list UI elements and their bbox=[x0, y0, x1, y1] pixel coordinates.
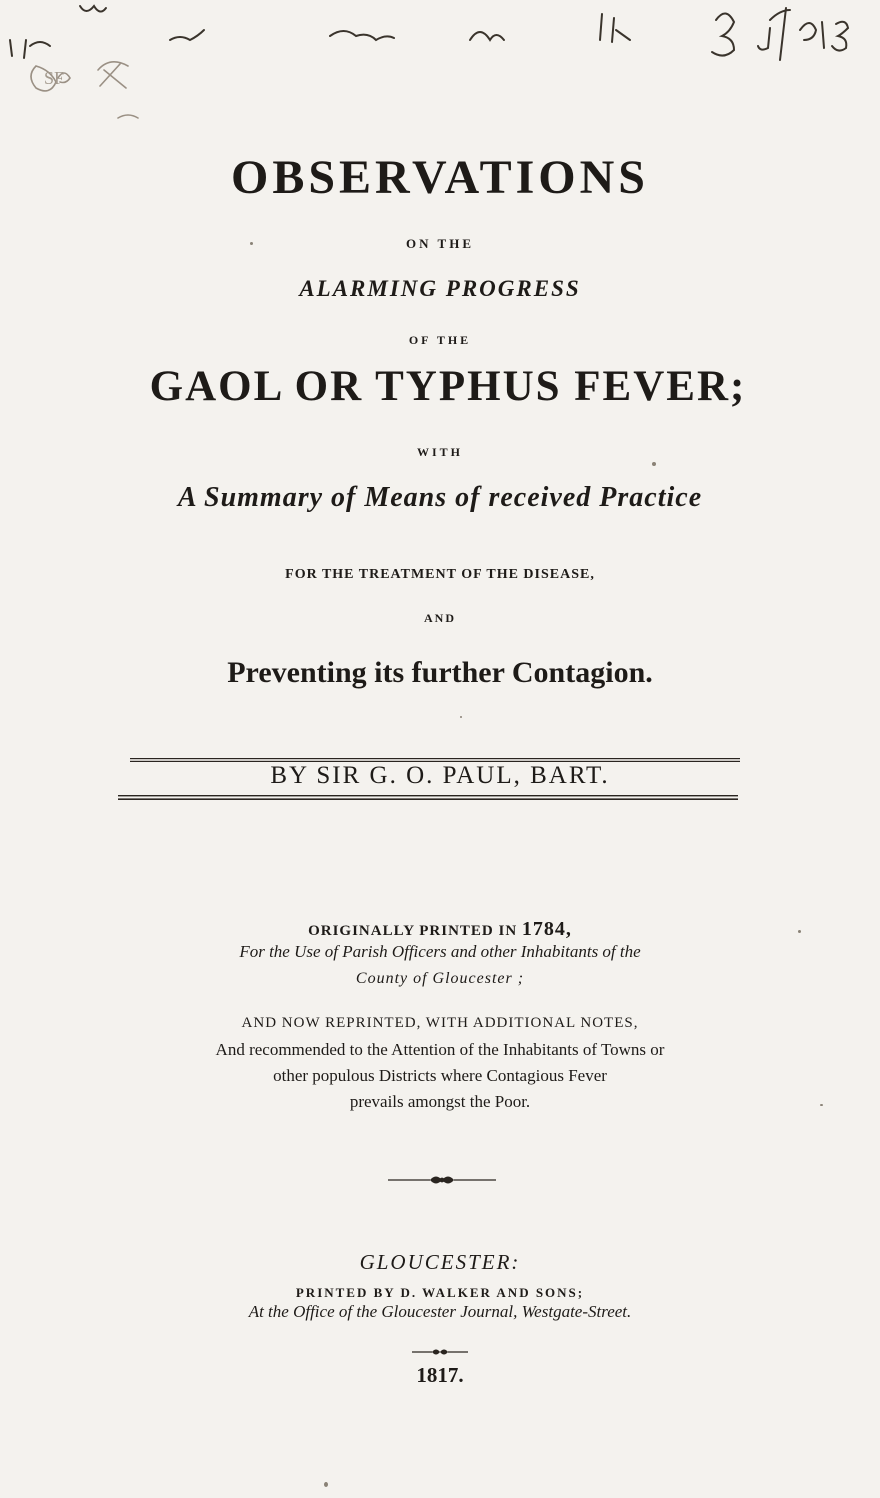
title-with: WITH bbox=[416, 445, 463, 459]
populous-districts-line: other populous Districts where Contagious Fever bbox=[273, 1066, 607, 1085]
title-observations: OBSERVATIONS bbox=[230, 151, 649, 204]
originally-printed-line bbox=[0, 918, 880, 941]
title-treatment: FOR THE TREATMENT OF THE DISEASE, bbox=[285, 567, 595, 582]
county-line: County of Gloucester ; bbox=[355, 970, 525, 987]
handwriting-scribbles bbox=[0, 0, 880, 130]
recommended-line: And recommended to the Attention of the Inhabitants of Towns or bbox=[215, 1040, 665, 1059]
author-line: BY SIR G. O. PAUL, BART. bbox=[270, 762, 610, 789]
title-and: AND bbox=[424, 611, 456, 625]
paper-speck bbox=[250, 242, 253, 245]
imprint-place: GLOUCESTER: bbox=[359, 1250, 521, 1274]
paper-speck bbox=[460, 716, 462, 718]
for-use-line: For the Use of Parish Officers and other Inhabitants of the bbox=[239, 942, 641, 961]
small-ornament-icon bbox=[410, 1346, 470, 1358]
ornament-divider-icon bbox=[386, 1172, 498, 1188]
paper-speck bbox=[652, 462, 656, 466]
double-rule-bottom bbox=[118, 795, 738, 801]
title-summary: A Summary of Means of received Practice bbox=[177, 482, 703, 513]
imprint-year: 1817. bbox=[416, 1363, 464, 1387]
paper-speck bbox=[798, 930, 801, 933]
title-of-the: OF THE bbox=[408, 333, 472, 347]
original-year: 1784, bbox=[521, 918, 572, 940]
title-preventing: Preventing its further Contagion. bbox=[227, 656, 653, 689]
paper-speck bbox=[324, 1482, 328, 1487]
paper-speck bbox=[820, 1104, 823, 1106]
svg-text:SF: SF bbox=[44, 68, 65, 88]
title-gaol-typhus-fever: GAOL OR TYPHUS FEVER; bbox=[149, 363, 747, 410]
title-alarming-progress: ALARMING PROGRESS bbox=[299, 276, 581, 301]
reprinted-line: AND NOW REPRINTED, WITH ADDITIONAL NOTES, bbox=[241, 1015, 639, 1031]
handwritten-annotations bbox=[0, 0, 880, 130]
originally-printed-text: ORIGINALLY PRINTED IN bbox=[308, 923, 522, 939]
prevails-line: prevails amongst the Poor. bbox=[349, 1092, 531, 1111]
imprint-printer: PRINTED BY D. WALKER AND SONS; bbox=[295, 1285, 585, 1300]
title-on-the: ON THE bbox=[406, 236, 474, 251]
imprint-office: At the Office of the Gloucester Journal, Westgate-Street. bbox=[248, 1302, 632, 1321]
